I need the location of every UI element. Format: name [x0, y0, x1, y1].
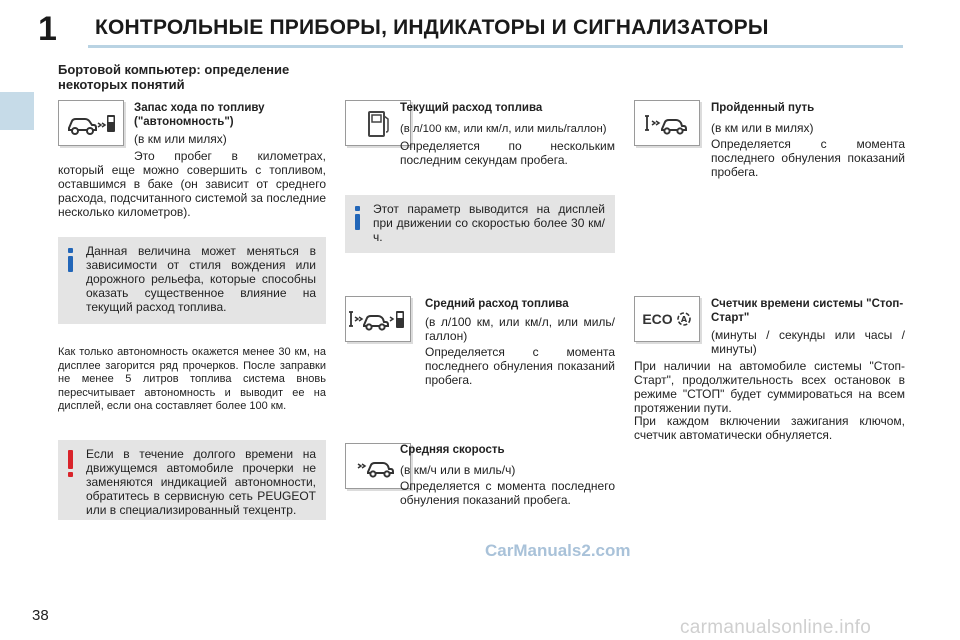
distance-unit: (в км или в милях) [711, 121, 814, 135]
fuel-pump-car-icon [63, 108, 119, 138]
average-speed-unit: (в км/ч или в миль/ч) [400, 463, 516, 477]
stop-start-icon-box [634, 296, 700, 342]
range-info-note [58, 237, 326, 324]
range-warning-note [58, 440, 326, 520]
info-icon-bar [68, 256, 73, 272]
header-rule [88, 45, 903, 48]
average-speed-heading: Средняя скорость [400, 444, 505, 456]
auto-a-icon [676, 311, 692, 327]
range-body [58, 149, 326, 219]
current-unit: (в л/100 км, или км/л, или миль/галлон) [400, 123, 607, 135]
info-icon-dot [355, 206, 360, 211]
distance-icon-box [634, 100, 700, 146]
average-speed-body: Определяется с момента последнего обнуления показаний пробега. [400, 479, 615, 507]
current-body: Определяется по нескольким последним секундам пробега. [400, 139, 615, 167]
stop-start-heading: Счетчик времени системы "Стоп-Старт" [711, 298, 904, 324]
warning-icon-bar [68, 450, 73, 469]
page-number: 38 [32, 607, 49, 624]
info-icon-dot [68, 248, 73, 253]
section-title: Бортовой компьютер: определение некоторых понятий [58, 62, 290, 92]
stop-start-body-2: При каждом включении зажигания ключом, счетчик автоматически обнуляется. [634, 414, 905, 442]
distance-car-icon [643, 108, 691, 138]
current-info-note [345, 195, 615, 253]
distance-heading: Пройденный путь [711, 102, 815, 114]
average-consumption-heading: Средний расход топлива [425, 298, 569, 310]
chapter-number: 1 [38, 10, 57, 48]
distance-car-fuel-icon [348, 304, 408, 334]
average-consumption-unit: (в л/100 км, или км/л, или миль/галлон) [425, 315, 615, 343]
car-speed-icon [356, 451, 400, 481]
current-info-text: Этот параметр выводится на дисплей при движении со скоростью более 30 км/ч. [373, 202, 605, 244]
warning-icon-dot [68, 472, 73, 477]
fuel-pump-icon [363, 106, 393, 140]
eco-label: ECO [642, 311, 673, 327]
range-info-text: Данная величина может меняться в зависимости от стиля вождения или дорожного рельефа, которые способны оказать существенное влияние на текущий расход топлива. [86, 244, 316, 314]
average-consumption-body: Определяется с момента последнего обнуления показаний пробега. [425, 345, 615, 387]
chapter-title: КОНТРОЛЬНЫЕ ПРИБОРЫ, ИНДИКАТОРЫ И СИГНАЛИЗАТОРЫ [95, 16, 769, 39]
range-body-text: Это пробег в километрах, который еще можно совершить с топливом, оставшимся в баке (он зависит от среднего расхода, подсчитанного системой за последние несколько километров). [58, 149, 326, 219]
eco-stop-start-icon [642, 311, 691, 327]
range-heading: Запас хода по топливу ("автономность") [134, 102, 265, 128]
average-consumption-icon-box [345, 296, 411, 342]
stop-start-unit: (минуты / секунды или часы / минуты) [711, 328, 905, 356]
distance-body: Определяется с момента последнего обнуления показаний пробега. [711, 137, 905, 179]
chapter-side-tab [0, 92, 34, 130]
range-unit: (в км или милях) [134, 132, 227, 146]
stop-start-body-1: При наличии на автомобиле системы "Стоп-Старт", продолжительность всех остановок в режиме "СТОП" будет суммироваться на всем протяжении пути. [634, 359, 905, 415]
svg-text:A: A [680, 315, 687, 324]
info-icon-bar [355, 214, 360, 230]
range-low-text: Как только автономность окажется менее 30 км, на дисплее загорится ряд прочерков. После заправки не менее 5 литров топлива система вновь пересчитывает автономность и выводит ее на дисплей, если она составляет более 100 км. [58, 346, 326, 412]
range-warning-text: Если в течение долгого времени на движущемся автомобиле прочерки не заменяются индикацией автономности, обратитесь в сервисную сеть PEUGEOT или в специализированный техцентр. [86, 447, 316, 517]
current-heading: Текущий расход топлива [400, 102, 543, 114]
range-icon-box [58, 100, 124, 146]
watermark: CarManuals2.com [485, 541, 631, 560]
footer-site: carmanualsonline.info [680, 617, 872, 638]
